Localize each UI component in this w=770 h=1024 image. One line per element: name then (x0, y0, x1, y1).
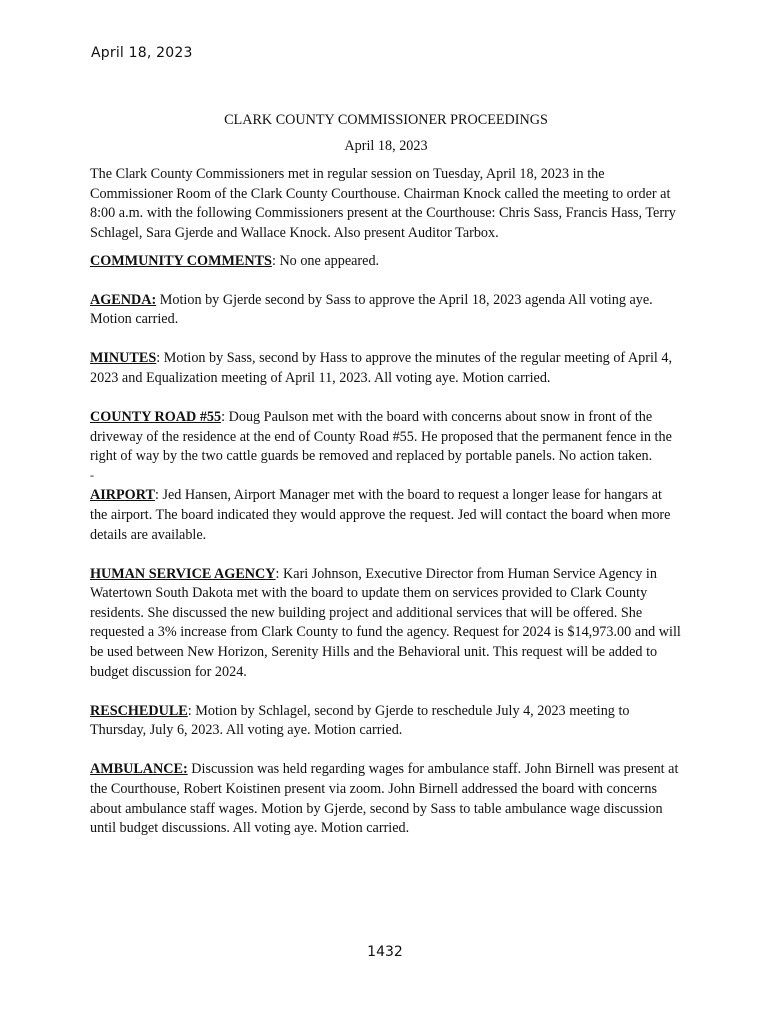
section-separator: : (156, 350, 161, 367)
section-minutes (90, 349, 682, 388)
document-title: CLARK COUNTY COMMISSIONER PROCEEDINGS (224, 112, 548, 128)
section-label: AIRPORT (90, 487, 155, 504)
section-ambulance (90, 760, 682, 838)
section-airport (90, 486, 682, 545)
section-label: AMBULANCE: (90, 761, 188, 778)
section-text: Jed Hansen, Airport Manager met with the board to request a longer lease for hangars at the airport. The board indicated they would approve the request. Jed will contact the board when more details are available. (90, 487, 671, 543)
section-separator: : (221, 409, 226, 426)
section-separator: : (271, 252, 276, 269)
section-separator: : (154, 487, 159, 504)
section-label: RESCHEDULE (90, 702, 188, 719)
section-separator: : (187, 702, 192, 719)
section-agenda (90, 291, 682, 330)
section-text: No one appeared. (275, 252, 380, 269)
page-number: 1432 (367, 944, 403, 960)
section-text: Kari Johnson, Executive Director from Human Service Agency in Watertown South Dakota met with the board to update them on services provided to Clark County residents. She discussed the new building project and additional services that will be offered. She requested a 3% increase from Clark County to fund the agency. Request for 2024 is $14,973.00 and will be used between New Horizon, Serenity Hills and the Behavioral unit. This request will be added to budget discussion for 2024. (90, 565, 681, 680)
section-county-road (90, 408, 682, 467)
section-community-comments (90, 252, 682, 272)
section-text: Discussion was held regarding wages for ambulance staff. John Birnell was present at the Courthouse, Robert Koistinen present via zoom. John Birnell addressed the board with concerns about ambulance staff wages. Motion by Gjerde, second by Sass to table ambulance wage discussion until budget discussions. All voting aye. Motion carried. (90, 761, 679, 837)
section-human-service-agency (90, 565, 682, 683)
section-reschedule (90, 702, 682, 741)
section-label: MINUTES (90, 350, 157, 367)
section-text: Motion by Gjerde second by Sass to approve the April 18, 2023 agenda All voting aye. Motion carried. (90, 291, 653, 328)
section-label: HUMAN SERVICE AGENCY (90, 565, 276, 582)
section-label: AGENDA: (90, 291, 157, 308)
header-date: April 18, 2023 (91, 45, 193, 61)
section-text: Doug Paulson met with the board with concerns about snow in front of the driveway of the residence at the end of County Road #55. He proposed that the permanent fence in the right of way by the two cattle guards be removed and replaced by portable panels. No action taken. (90, 409, 672, 465)
intro-paragraph: The Clark County Commissioners met in regular session on Tuesday, April 18, 2023 in the Commissioner Room of the Clark County Courthouse. Chairman Knock called the meeting to order at 8:00 a.m. with the following Commissioners present at the Courthouse: Chris Sass, Francis Hass, Terry Schlagel, Sara Gjerde and Wallace Knock. Also present Auditor Tarbox. (90, 166, 676, 241)
document-date: April 18, 2023 (344, 137, 428, 154)
section-text: Motion by Sass, second by Hass to approve the minutes of the regular meeting of April 4, 2023 and Equalization meeting of April 11, 2023. All voting aye. Motion carried. (90, 350, 673, 386)
section-label: COMMUNITY COMMENTS (90, 252, 272, 269)
document-body (90, 111, 682, 858)
section-separator: : (275, 565, 280, 582)
section-text: Motion by Schlagel, second by Gjerde to reschedule July 4, 2023 meeting to Thursday, July 6, 2023. All voting aye. Motion carried. (90, 702, 630, 739)
stray-dash-mark: - (90, 468, 94, 483)
section-label: COUNTY ROAD #55 (90, 409, 222, 426)
